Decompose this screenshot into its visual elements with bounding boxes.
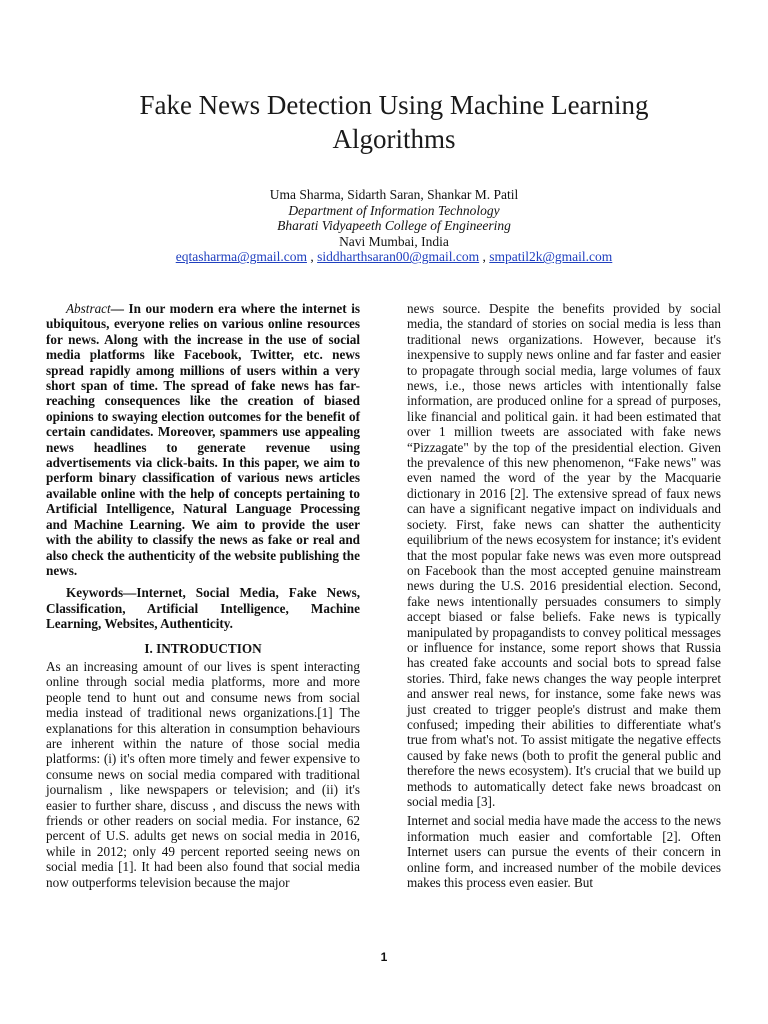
author-names: Uma Sharma, Sidarth Saran, Shankar M. Patil <box>269 187 519 202</box>
abstract-label: Abstract <box>66 301 111 316</box>
paper-title <box>60 88 728 156</box>
college: Bharati Vidyapeeth College of Engineering <box>277 218 511 234</box>
body-paragraph: Internet and social media have made the access to the news information much easier and comfortable [2]. Often Internet users can pursue the events of their concern in online form, and increased number of the mobile devices makes this process even easier. But <box>407 813 721 891</box>
email-link[interactable]: smpatil2k@gmail.com <box>489 249 613 265</box>
email-link[interactable]: siddharthsaran00@gmail.com <box>317 249 480 265</box>
title-line-1: Fake News Detection Using Machine Learning <box>139 90 649 120</box>
page-number: 1 <box>380 950 388 964</box>
email-link[interactable]: eqtasharma@gmail.com <box>175 249 307 265</box>
email-list <box>60 249 728 265</box>
body-paragraph: news source. Despite the benefits provided by social media, the standard of stories on social media is less than traditional news organizations. However, because it's inexpensive to supply news online and far faster and easier to propagate through social media, large volumes of faux news, i.e., those news articles with intentionally false information, are produced online for a spread of purposes, like financial and political gain. it had been estimated that over 1 million tweets are associated with fake news “Pizzagate" by the top of the presidential election. Given the prevalence of this new phenomenon, “Fake news" was even named the word of the year by the Macquarie dictionary in 2016 [2]. The extensive spread of faux news can have a significant negative impact on individuals and society. First, fake news can shatter the authenticity equilibrium of the news ecosystem for instance; it's evident that the most popular fake news was even more outspread on Facebook than the most accepted genuine mainstream news during the U.S. 2016 presidential election. Second, fake news intentionally persuades consumers to simply accept biased or false beliefs. Fake news is typically manipulated by propagandists to convey political messages or influence for instance, some report shows that Russia has created fake accounts and social bots to spread false stories. Third, fake news changes the way people interpret and answer real news, for instance, some fake news was just created to trigger people's distrust and make them confused; impeding their abilities to differentiate what's true from what's not. To assist mitigate the negative effects caused by fake news (both to profit the general public and therefore the news ecosystem). It's crucial that we build up methods to automatically detect fake news broadcast on social media [3]. <box>407 301 721 809</box>
author-block <box>60 187 728 265</box>
email-separator: , <box>306 249 318 265</box>
location: Navi Mumbai, India <box>339 233 449 249</box>
title-line-2: Algorithms <box>332 124 456 154</box>
left-column <box>46 301 360 890</box>
abstract-dash: — <box>110 301 129 316</box>
abstract <box>46 301 360 578</box>
keywords: Keywords—Internet, Social Media, Fake News, Classification, Artificial Intelligence, Machine Learning, Websites, Authenticity. <box>46 585 360 632</box>
email-separator: , <box>479 249 490 265</box>
department: Department of Information Technology <box>288 202 500 218</box>
right-column <box>407 301 721 890</box>
introduction-paragraph: As an increasing amount of our lives is spent interacting online through social media platforms, more and more people tend to hunt out and consume news from social media instead of traditional news organizations.[1] The explanations for this alteration in consumption behaviours are inherent within the nature of those social media platforms: (i) it's often more timely and fewer expensive to consume news on social media compared with traditional journalism , like newspapers or television; and (ii) it's easier to further share, discuss , and discuss the news with friends or other readers on social media. For instance, 62 percent of U.S. adults get news on social media in 2016, while in 2012; only 49 percent reported seeing news on social media [1]. It had been also found that social media now outperforms television because the major <box>46 658 360 890</box>
section-heading-introduction: I. INTRODUCTION <box>144 640 262 656</box>
abstract-text: In our modern era where the internet is ubiquitous, everyone relies on various online resources for news. Along with the increase in the use of social media platforms like Facebook, Twitter, etc. news spread rapidly among millions of users within a very short span of time. The spread of fake news has far-reaching consequences like the creation of biased opinions to swaying election outcomes for the benefit of certain candidates. Moreover, spammers use appealing news headlines to generate revenue using advertisements via click-baits. In this paper, we aim to perform binary classification of various news articles available online with the help of concepts pertaining to Artificial Intelligence, Natural Language Processing and Machine Learning. We aim to provide the user with the ability to classify the news as fake or real and also check the authenticity of the website publishing the news. <box>46 301 360 578</box>
